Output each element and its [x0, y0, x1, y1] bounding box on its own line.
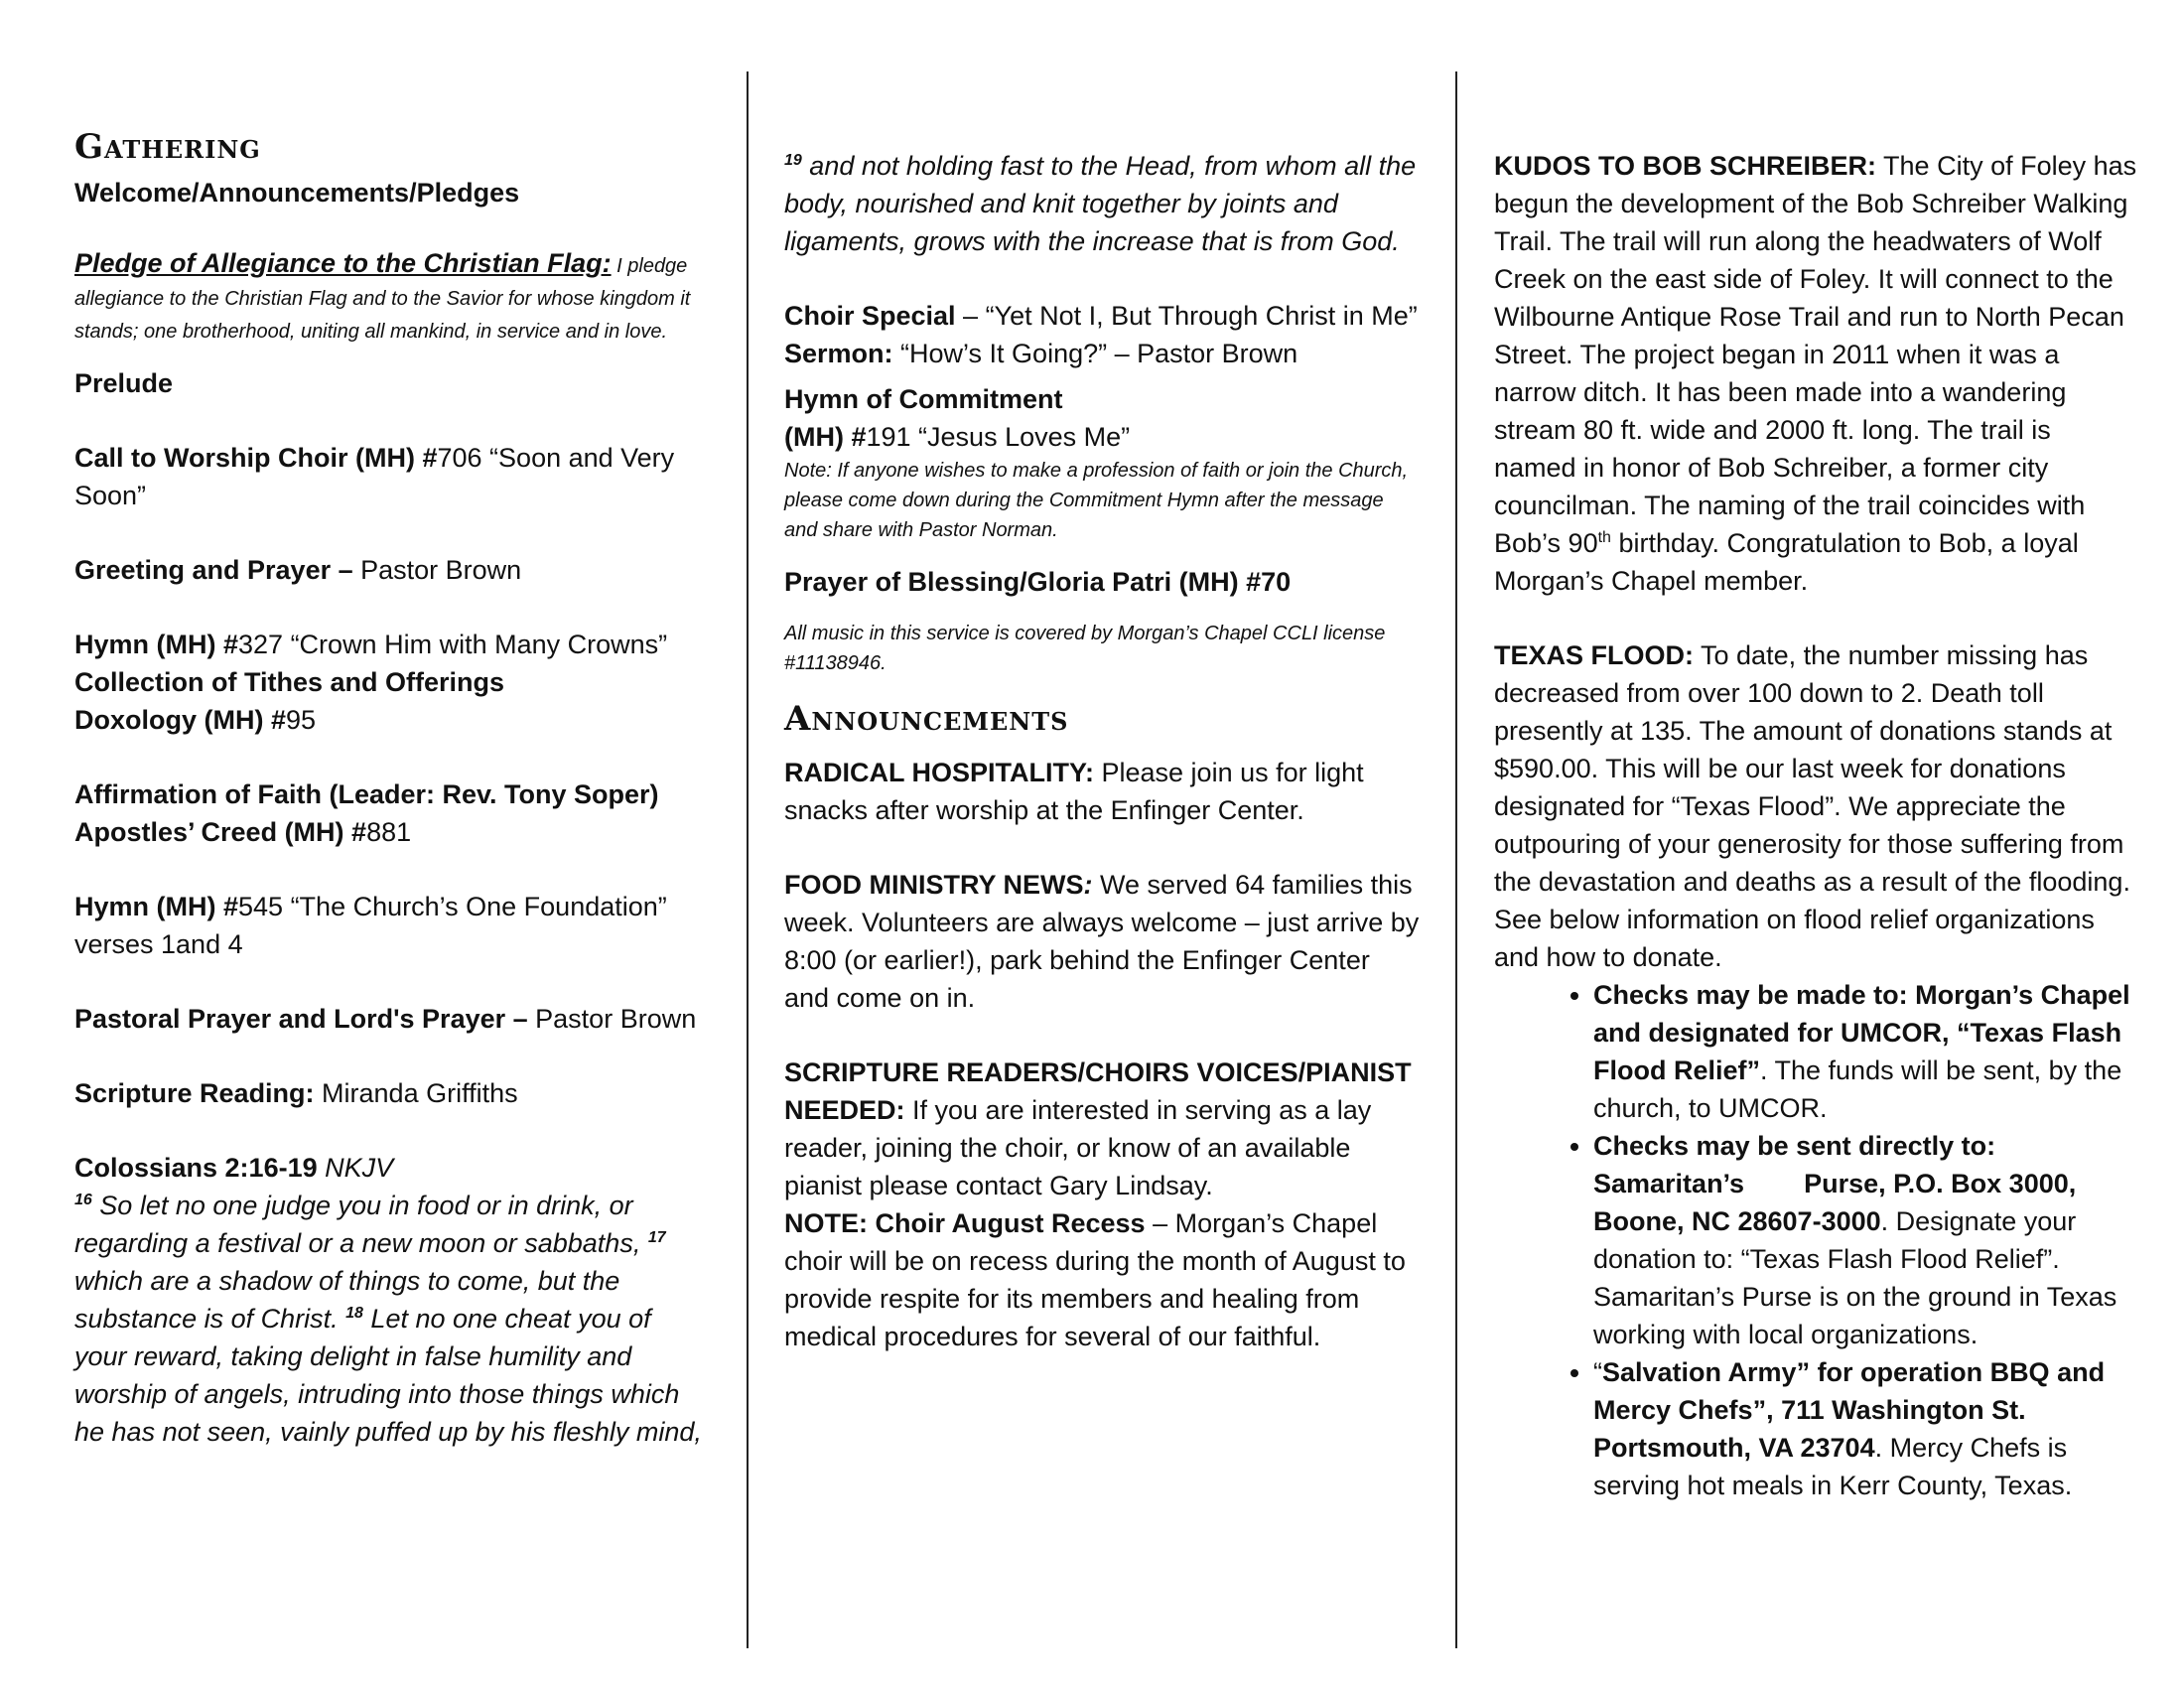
pastoral-label: Pastoral Prayer and Lord's Prayer –: [74, 1004, 536, 1034]
commitment-note: Note: If anyone wishes to make a profession of faith or join the Church, please come down during the Commitment Hymn after the message and share with Pastor Norman.: [784, 460, 1409, 541]
flood-text: To date, the number missing has decreased from over 100 down to 2. Death toll presently at 135. The amount of donations stands at $590.00. This will be our last week for donations designated for “Texas Flood”. We appreciate the outpouring of your generosity for those suffering from the devastation and deaths as a result of the flooding. See below information on flood relief organizations and how to donate.: [1494, 640, 2130, 972]
pledge-title: Pledge of Allegiance to the Christian Flag:: [74, 248, 612, 278]
welcome-line: Welcome/Announcements/Pledges: [74, 178, 520, 208]
doxology-text: 95: [286, 705, 317, 735]
verse-text: which are a shadow of things to come, but the substance is of Christ.: [74, 1266, 620, 1334]
hymn-crown-line: [74, 626, 710, 663]
column-gathering: [74, 124, 710, 1451]
kudos-item: [1494, 147, 2139, 600]
donation-bold: Salvation Army” for operation BBQ and Mercy Chefs”, 711 Washington St. Portsmouth, VA 23704: [1593, 1357, 2106, 1463]
donation-bold: Checks may be sent directly to: Samaritan’s Purse, P.O. Box 3000, Boone, NC 28607-3000: [1593, 1131, 2084, 1236]
pledge-block: [74, 248, 710, 347]
sermon-text: “How’s It Going?” – Pastor Brown: [892, 339, 1298, 368]
commit-hymn-label: (MH) #: [784, 422, 867, 452]
passage-ref: Colossians 2:16-19: [74, 1153, 326, 1183]
open-quote: “: [1593, 1357, 1602, 1387]
donation-text: . The funds will be sent, by the church, to UMCOR.: [1593, 1055, 2122, 1123]
donation-bold: Checks may be made to: Morgan’s Chapel and designated for UMCOR, “Texas Flash Flood Relief”: [1593, 980, 2130, 1085]
hymn2-label: Hymn (MH) #: [74, 892, 239, 921]
call-text: 706 “Soon and Very Soon”: [74, 443, 675, 510]
flood-label: TEXAS FLOOD:: [1494, 640, 1694, 670]
verse-text: and not holding fast to the Head, from whom all the body, nourished and knit together by joints and ligaments, grows with the increase that is from God.: [784, 151, 1417, 256]
kudos-end: birthday. Congratulation to Bob, a loyal Morgan’s Chapel member.: [1494, 528, 2079, 596]
kudos-text: The City of Foley has begun the development of the Bob Schreiber Walking Trail. The trail will run along the headwaters of Wolf Creek on the east side of Foley. It will connect to the Wilbourne Antique Rose Trail and run to North Pecan Street. The project began in 2011 when it was a narrow ditch. It has been made into a wandering stream 80 ft. wide and 2000 ft. long. The trail is named in honor of Bob Schreiber, a former city councilman. The naming of the trail coincides with Bob’s 90: [1494, 151, 2137, 558]
choir-special-line: [784, 297, 1420, 335]
doxology-label: Doxology (MH) #: [74, 705, 286, 735]
food-text: We served 64 families this week. Volunteers are always welcome – just arrive by 8:00 (or earlier!), park behind the Enfinger Center and come on in.: [784, 870, 1420, 1013]
choir-text: – “Yet Not I, But Through Christ in Me”: [955, 301, 1418, 331]
scripture-text: Miranda Griffiths: [322, 1078, 518, 1108]
verse-text: So let no one judge you in food or in drink, or regarding a festival or a new moon or sabbaths,: [74, 1191, 648, 1258]
hymn1-text: 327 “Crown Him with Many Crowns”: [238, 630, 668, 659]
creed-text: 881: [366, 817, 412, 847]
pastoral-prayer-line: [74, 1000, 710, 1038]
readers-needed-item: [784, 1054, 1420, 1204]
kudos-label: KUDOS TO BOB SCHREIBER:: [1494, 151, 1877, 181]
verse-number: 18: [345, 1305, 363, 1322]
choir-recess-item: [784, 1204, 1420, 1355]
ordinal-suffix: th: [1597, 529, 1611, 546]
pledge-text: I pledge allegiance to the Christian Flag and to the Savior for whose kingdom it stands; one brotherhood, uniting all mankind, in service and in love.: [74, 255, 691, 343]
food-colon: :: [1083, 870, 1093, 900]
column-divider-left: [747, 71, 749, 1648]
scripture-passage: [74, 1187, 710, 1451]
rh-label: RADICAL HOSPITALITY:: [784, 758, 1094, 787]
creed-line: [74, 813, 710, 851]
donation-text: . Designate your donation to: “Texas Flash Flood Relief”. Samaritan’s Purse is on the ground in Texas working with local organizations.: [1593, 1206, 2117, 1349]
commit-hymn-text: 191 “Jesus Loves Me”: [866, 422, 1131, 452]
greeting-text: Pastor Brown: [360, 555, 522, 585]
doxology-line: [74, 701, 710, 739]
affirmation-line: Affirmation of Faith (Leader: Rev. Tony Soper): [74, 779, 659, 809]
prelude-line: Prelude: [74, 368, 174, 398]
recess-label: NOTE: Choir August Recess: [784, 1208, 1146, 1238]
sermon-label: Sermon:: [784, 339, 893, 368]
texas-flood-item: [1494, 636, 2139, 976]
scripture-passage-continued: [784, 147, 1420, 260]
hymn1-label: Hymn (MH) #: [74, 630, 239, 659]
ccli-license-note: All music in this service is covered by Morgan’s Chapel CCLI license #11138946.: [784, 623, 1386, 674]
call-label: Call to Worship Choir (MH) #: [74, 443, 438, 473]
passage-version: NKJV: [325, 1153, 394, 1183]
hymn2-text: 545 “The Church’s One Foundation” verses 1and 4: [74, 892, 667, 959]
scripture-label: Scripture Reading:: [74, 1078, 323, 1108]
radical-hospitality-item: [784, 754, 1420, 829]
recess-text: – Morgan’s Chapel choir will be on recess during the month of August to provide respite for its members and healing from medical procedures for several of our faithful.: [784, 1208, 1406, 1351]
blessing-line: Prayer of Blessing/Gloria Patri (MH) #70: [784, 567, 1292, 597]
passage-reference: [74, 1149, 710, 1187]
verse-number: 19: [784, 152, 802, 169]
sermon-line: [784, 335, 1420, 372]
donation-text: . Mercy Chefs is serving hot meals in Kerr County, Texas.: [1593, 1433, 2073, 1500]
column-service-announcements: [784, 147, 1420, 1355]
section-heading-gathering: Gathering: [74, 127, 261, 167]
hymn-foundation-line: [74, 888, 710, 963]
rh-text: Please join us for light snacks after worship at the Enfinger Center.: [784, 758, 1364, 825]
readers-label: SCRIPTURE READERS/CHOIRS VOICES/PIANIST NEEDED:: [784, 1057, 1412, 1125]
donation-options-list: [1494, 976, 2139, 1504]
commitment-hymn-line: [784, 418, 1420, 456]
list-item: [1593, 976, 2139, 1127]
readers-text: If you are interested in serving as a lay reader, joining the choir, or know of an available pianist please contact Gary Lindsay.: [784, 1095, 1372, 1200]
verse-text: Let no one cheat you of your reward, taking delight in false humility and worship of angels, intruding into those things which he has not seen, vainly puffed up by his fleshly mind,: [74, 1304, 702, 1447]
creed-label: Apostles’ Creed (MH) #: [74, 817, 367, 847]
list-item: [1593, 1353, 2139, 1504]
greeting-label: Greeting and Prayer –: [74, 555, 361, 585]
section-heading-announcements: Announcements: [784, 699, 1069, 739]
food-ministry-item: [784, 866, 1420, 1017]
food-label: FOOD MINISTRY NEWS: [784, 870, 1084, 900]
greeting-line: [74, 551, 710, 589]
collection-line: Collection of Tithes and Offerings: [74, 667, 505, 697]
call-to-worship-line: [74, 439, 710, 514]
column-news: [1494, 147, 2139, 1504]
verse-number: 17: [647, 1229, 666, 1246]
verse-number: 16: [74, 1192, 92, 1208]
column-divider-right: [1455, 71, 1457, 1648]
scripture-reading-line: [74, 1074, 710, 1112]
commitment-heading: Hymn of Commitment: [784, 384, 1063, 414]
pastoral-text: Pastor Brown: [535, 1004, 697, 1034]
choir-label: Choir Special: [784, 301, 956, 331]
list-item: [1593, 1127, 2139, 1353]
